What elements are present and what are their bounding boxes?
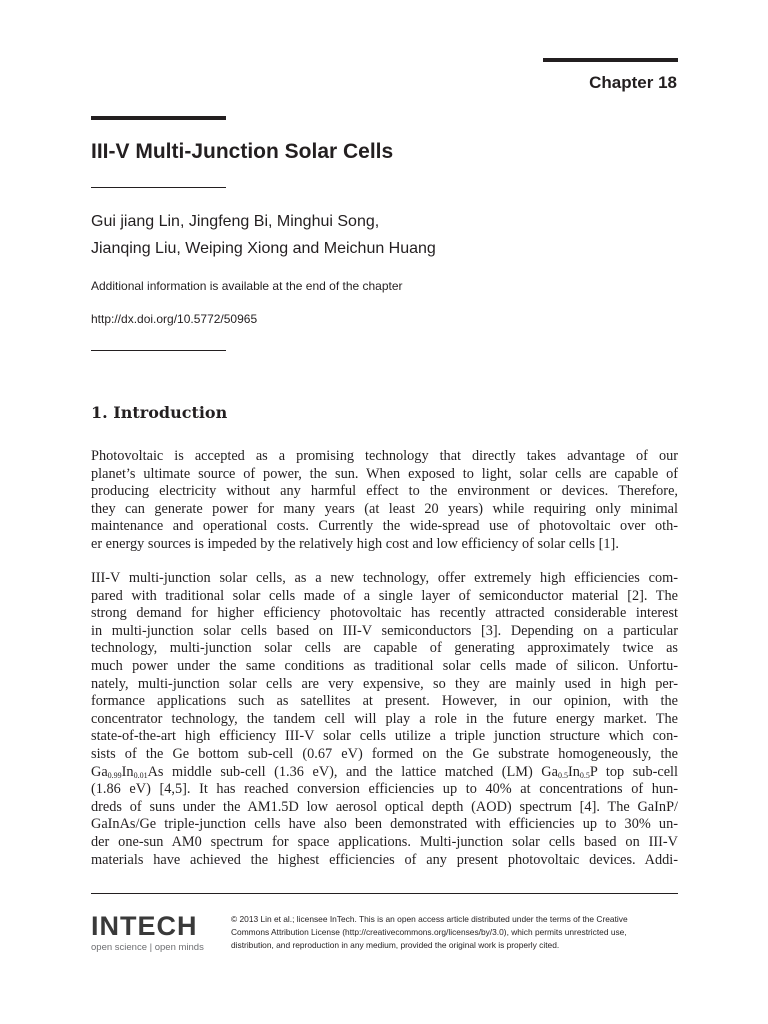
authors-line-2: Jianqing Liu, Weiping Xiong and Meichun Huang xyxy=(91,240,436,257)
paragraph-line: strong demand for higher efficiency photovoltaic has recently attracted considerable interest xyxy=(91,605,678,622)
paragraph-line: (1.86 eV) [4,5]. It has reached conversion efficiencies up to 40% at concentrations of hun- xyxy=(91,781,678,798)
section-heading: 1. Introduction xyxy=(91,403,228,422)
title-top-rule xyxy=(91,116,226,120)
meta-bottom-rule xyxy=(91,350,226,351)
paragraph-line: sists of the Ge bottom sub-cell (0.67 eV) formed on the Ge substrate homogeneously, the xyxy=(91,745,678,762)
paragraph-line: er energy sources is impeded by the relatively high cost and low efficiency of solar cells [1]. xyxy=(91,535,619,552)
paragraph-1 xyxy=(91,448,678,554)
paragraph-line: planet’s ultimate source of power, the sun. When exposed to light, solar cells are capable of xyxy=(91,465,678,482)
footer-rule xyxy=(91,893,678,894)
license-notice xyxy=(231,913,683,952)
paragraph-line: GaInAs/Ge triple-junction cells have also been demonstrated with efficiencies up to 30% un- xyxy=(91,816,678,833)
paragraph-line: maintenance and operational costs. Currently the wide-spread use of photovoltaic over oth- xyxy=(91,518,678,535)
paragraph-line: materials have achieved the highest efficiencies of any present photovoltaic devices. Addi- xyxy=(91,851,678,868)
paragraph-line: state-of-the-art high efficiency III-V solar cells utilize a triple junction structure which con- xyxy=(91,728,678,745)
intech-logo: INTECH xyxy=(91,911,198,941)
paragraph-line: concentrator technology, the tandem cell will play a role in the future energy market. The xyxy=(91,710,678,727)
paragraph-line: technology, multi-junction solar cells are capable of generating approximately twice as xyxy=(91,640,678,657)
license-line: distribution, and reproduction in any medium, provided the original work is properly cited. xyxy=(231,940,560,950)
paragraph-line: nately, multi-junction solar cells are very expensive, so they are mainly used in high per- xyxy=(91,675,678,692)
formula-line: $Ga_{0.99}In_{0.01}As$ middle sub-cell (1.36 eV), and the lattice matched (LM) $Ga_{0.5}In_{0.5}P$ top sub-cell xyxy=(91,763,678,780)
paragraph-line: Photovoltaic is accepted as a promising technology that directly takes advantage of our xyxy=(91,448,678,464)
doi-link[interactable]: http://dx.doi.org/10.5772/50965 xyxy=(91,312,258,326)
chapter-rule xyxy=(543,58,678,62)
paragraph-line: formance applications such as satellites at present. However, in our opinion, with the xyxy=(91,693,678,710)
license-line: Commons Attribution License (http://creativecommons.org/licenses/by/3.0), which permits unrestricted use, xyxy=(231,927,627,937)
paragraph-line: III-V multi-junction solar cells, as a new technology, offer extremely high efficiencies com- xyxy=(91,570,678,586)
paragraph-line: der one-sun AM0 spectrum for space applications. Multi-junction solar cells based on III-V xyxy=(91,833,678,850)
license-line: © 2013 Lin et al.; licensee InTech. This is an open access article distributed under the terms of the Creative xyxy=(231,914,628,924)
paragraph-line: pared with traditional solar cells made of a single layer of semiconductor material [2]. The xyxy=(91,587,678,604)
paragraph-line: they can generate power for many years (at least 20 years) while requiring only minimal xyxy=(91,500,678,517)
title-bottom-rule xyxy=(91,187,226,188)
logo-tagline: open science | open minds xyxy=(91,942,204,953)
paragraph-line: dreds of suns under the AM1.5D low aerosol optical depth (AOD) spectrum [4]. The GaInP/ xyxy=(91,798,678,815)
article-title: III-V Multi-Junction Solar Cells xyxy=(91,140,394,163)
paragraph-2 xyxy=(91,570,678,869)
paragraph-line: producing electricity without any harmful effect to the environment or devices. Therefore, xyxy=(91,483,678,500)
paragraph-line: much power under the same conditions as traditional solar cells made of silicon. Unfortu- xyxy=(91,657,678,674)
additional-info: Additional information is available at the end of the chapter xyxy=(91,279,403,293)
chapter-label: Chapter 18 xyxy=(589,73,677,92)
paragraph-line: in multi-junction solar cells based on III-V semiconductors [3]. Depending on a particular xyxy=(91,622,678,639)
authors-line-1: Gui jiang Lin, Jingfeng Bi, Minghui Song, xyxy=(91,213,380,230)
